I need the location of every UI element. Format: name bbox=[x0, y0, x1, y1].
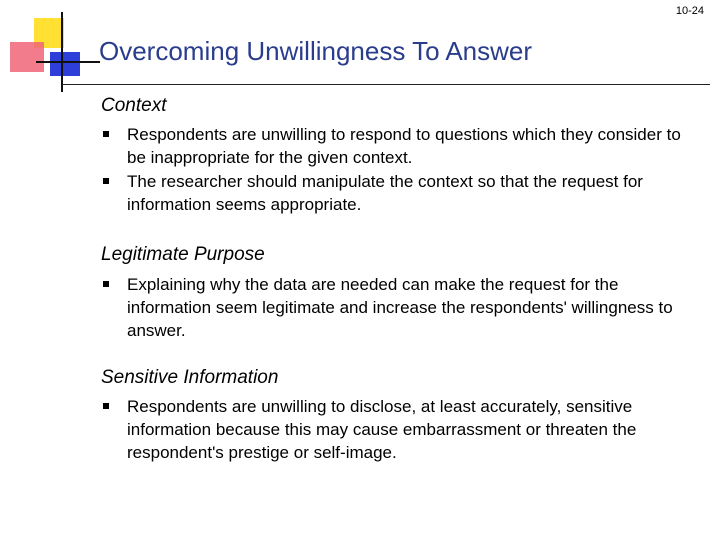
logo-vertical-line bbox=[61, 12, 63, 92]
title-divider bbox=[62, 84, 710, 85]
bullet-square-icon bbox=[103, 281, 109, 287]
bullet-square-icon bbox=[103, 403, 109, 409]
logo-horizontal-line bbox=[36, 61, 100, 63]
page-number: 10-24 bbox=[675, 5, 704, 17]
bullet-text: Respondents are unwilling to disclose, at least accurately, sensitive information because this may cause embarrassment or threaten the respondent's prestige or self-image. bbox=[127, 397, 637, 462]
bullet-text: Explaining why the data are needed can make the request for the information seem legitimate and increase the respondents' willingness to answer. bbox=[127, 275, 673, 340]
section-heading-sensitive-information: Sensitive Information bbox=[101, 367, 279, 388]
bullet-square-icon bbox=[103, 131, 109, 137]
bullet-square-icon bbox=[103, 178, 109, 184]
logo-pink-square bbox=[10, 42, 44, 72]
bullet-text: Respondents are unwilling to respond to questions which they consider to be inappropriate for the given context. bbox=[127, 125, 681, 167]
section-heading-context: Context bbox=[101, 95, 167, 116]
decorative-logo bbox=[0, 0, 100, 100]
bullet-text: The researcher should manipulate the context so that the request for information seems appropriate. bbox=[127, 172, 643, 214]
section-heading-legitimate-purpose: Legitimate Purpose bbox=[101, 244, 265, 265]
logo-blue-square bbox=[50, 52, 80, 76]
slide-title: Overcoming Unwillingness To Answer bbox=[99, 36, 533, 66]
